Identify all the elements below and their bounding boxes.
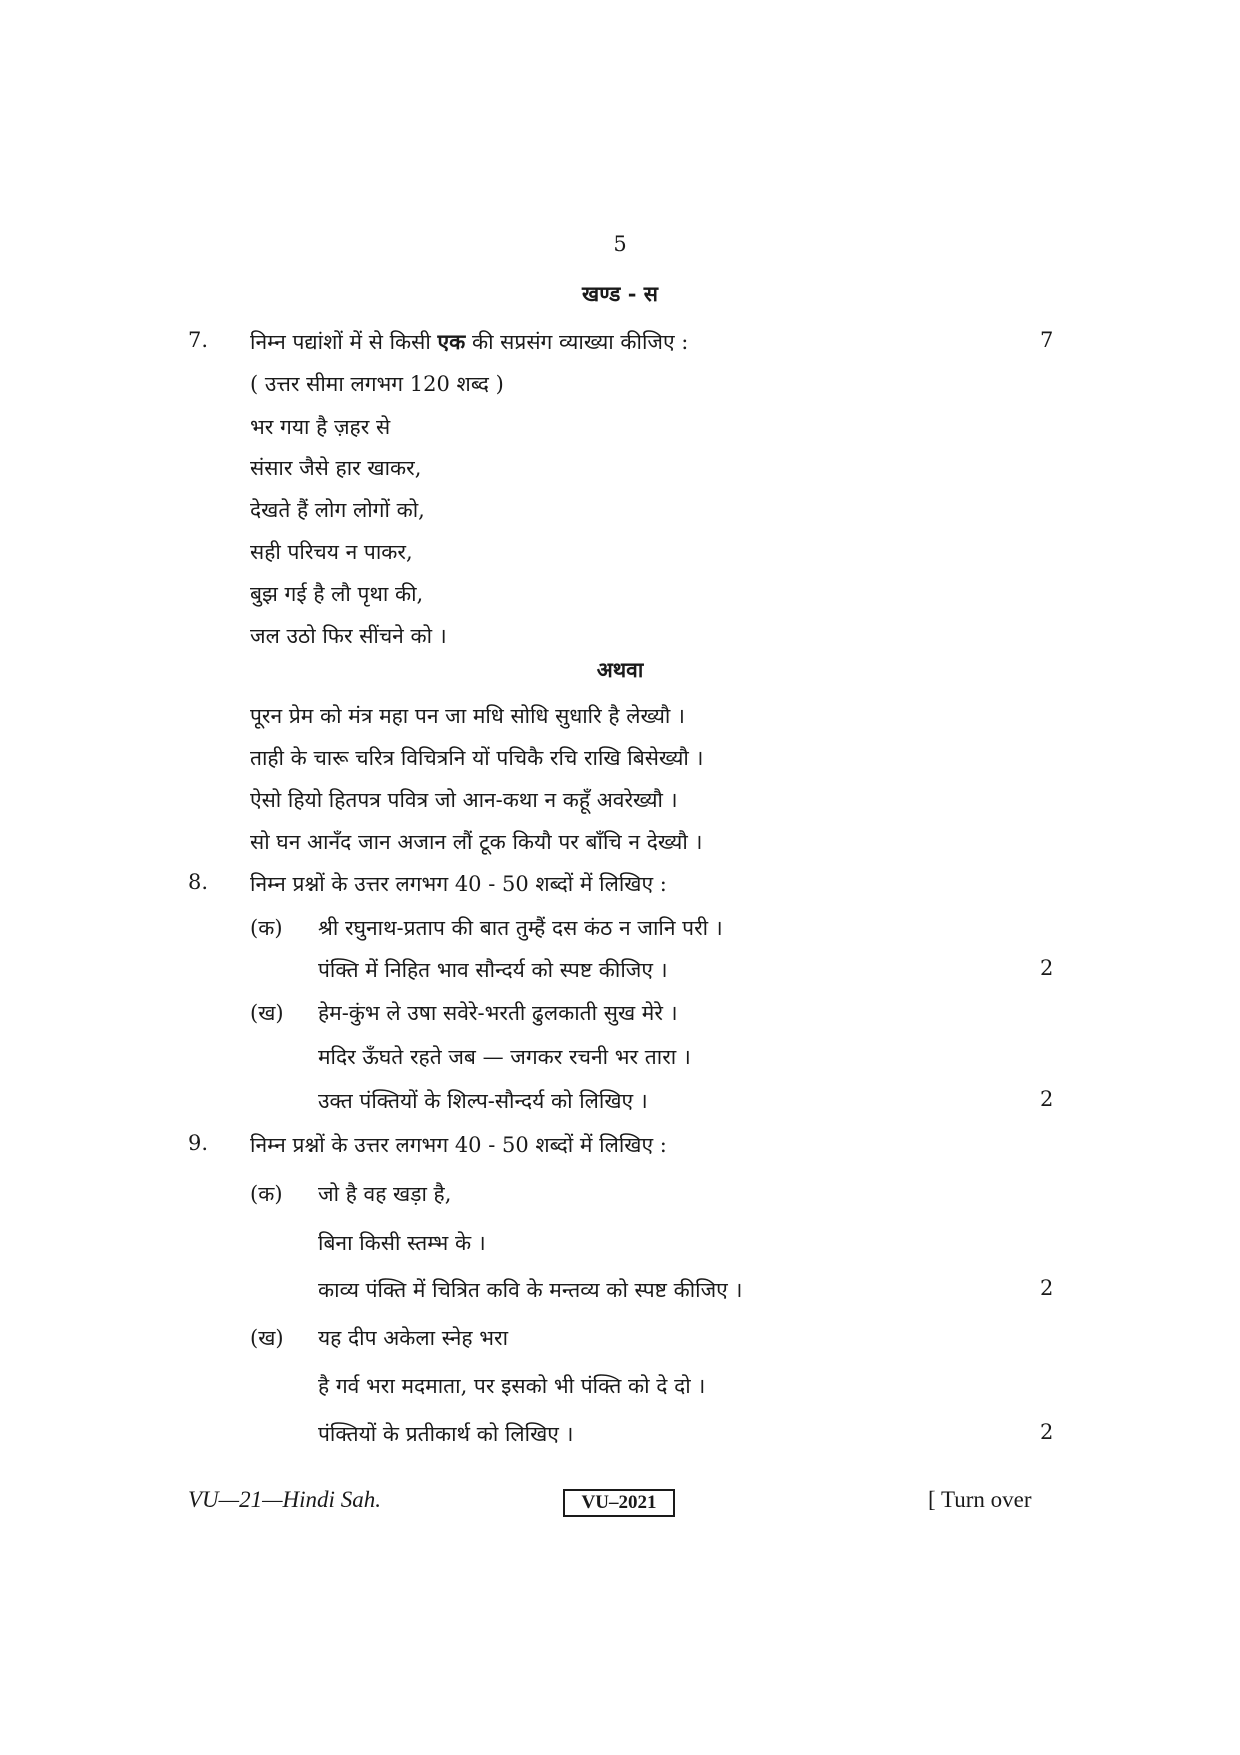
poem1-line: भर गया है ज़हर से xyxy=(250,415,391,439)
or-label: अथवा xyxy=(596,657,644,682)
q9a-line: काव्य पंक्ति में चित्रित कवि के मन्तव्य को स्पष्ट कीजिए । xyxy=(318,1278,743,1302)
footer-paper-code: VU—21—Hindi Sah. xyxy=(188,1487,381,1512)
q9a-line: बिना किसी स्तम्भ के । xyxy=(318,1231,486,1255)
q9a-marks: 2 xyxy=(1040,1276,1054,1300)
q8b-marks: 2 xyxy=(1040,1087,1054,1111)
q7-marks: 7 xyxy=(1040,328,1054,352)
q7-word-limit: ( उत्तर सीमा लगभग 120 शब्द ) xyxy=(250,372,504,396)
poem2-line: सो घन आनँद जान अजान लौं टूक कियौ पर बाँचि न देख्यौ । xyxy=(250,830,703,854)
q8b-line: हेम-कुंभ ले उषा सवेरे-भरती ढुलकाती सुख मेरे । xyxy=(318,1001,678,1025)
poem1-line: बुझ गई है लौ पृथा की, xyxy=(250,582,424,606)
q9-number: 9. xyxy=(188,1131,209,1155)
q7-question xyxy=(250,328,688,356)
q9b-marks: 2 xyxy=(1040,1420,1054,1444)
poem2-line: ताही के चारू चरित्र विचित्रनि यों पचिकै रचि राखि बिसेख्यौ । xyxy=(250,746,704,770)
poem1-line: देखते हैं लोग लोगों को, xyxy=(250,498,425,522)
footer-exam-code-box: VU–2021 xyxy=(563,1489,675,1517)
poem2-line: ऐसो हियो हितपत्र पवित्र जो आन-कथा न कहूँ अवरेख्यौ । xyxy=(250,788,678,812)
q8a-label: (क) xyxy=(250,916,283,940)
q8a-line: श्री रघुनाथ-प्रताप की बात तुम्हैं दस कंठ न जानि परी । xyxy=(318,916,723,940)
q9a-line: जो है वह खड़ा है, xyxy=(318,1182,452,1206)
q9a-label: (क) xyxy=(250,1182,283,1206)
q8b-line: उक्त पंक्तियों के शिल्प-सौन्दर्य को लिखिए । xyxy=(318,1089,648,1113)
q8a-line: पंक्ति में निहित भाव सौन्दर्य को स्पष्ट कीजिए । xyxy=(318,958,668,982)
poem1-line: जल उठो फिर सींचने को । xyxy=(250,624,447,648)
q7-text-before: निम्न पद्यांशों में से किसी xyxy=(250,330,431,354)
q9b-line: है गर्व भरा मदमाता, पर इसको भी पंक्ति को दे दो । xyxy=(318,1374,706,1398)
q8b-label: (ख) xyxy=(250,1001,284,1025)
poem2-line: पूरन प्रेम को मंत्र महा पन जा मधि सोधि सुधारि है लेख्यौ । xyxy=(250,704,685,728)
q8b-line: मदिर ऊँघते रहते जब — जगकर रचनी भर तारा । xyxy=(318,1045,691,1069)
page-number: 5 xyxy=(613,232,627,256)
footer-turn-over: [ Turn over xyxy=(928,1487,1032,1512)
q8-number: 8. xyxy=(188,870,209,894)
q9b-label: (ख) xyxy=(250,1326,284,1350)
q8a-marks: 2 xyxy=(1040,956,1054,980)
q9b-line: यह दीप अकेला स्नेह भरा xyxy=(318,1326,509,1350)
q9b-line: पंक्तियों के प्रतीकार्थ को लिखिए । xyxy=(318,1422,574,1446)
q9-question: निम्न प्रश्नों के उत्तर लगभग 40 - 50 शब्दों में लिखिए : xyxy=(250,1133,667,1157)
q7-text-bold: एक xyxy=(437,329,466,354)
q8-question: निम्न प्रश्नों के उत्तर लगभग 40 - 50 शब्दों में लिखिए : xyxy=(250,872,667,896)
poem1-line: संसार जैसे हार खाकर, xyxy=(250,456,422,480)
q7-number: 7. xyxy=(188,328,209,352)
section-title: खण्ड - स xyxy=(582,281,658,306)
poem1-line: सही परिचय न पाकर, xyxy=(250,540,413,564)
q7-text-after: की सप्रसंग व्याख्या कीजिए : xyxy=(471,330,689,354)
